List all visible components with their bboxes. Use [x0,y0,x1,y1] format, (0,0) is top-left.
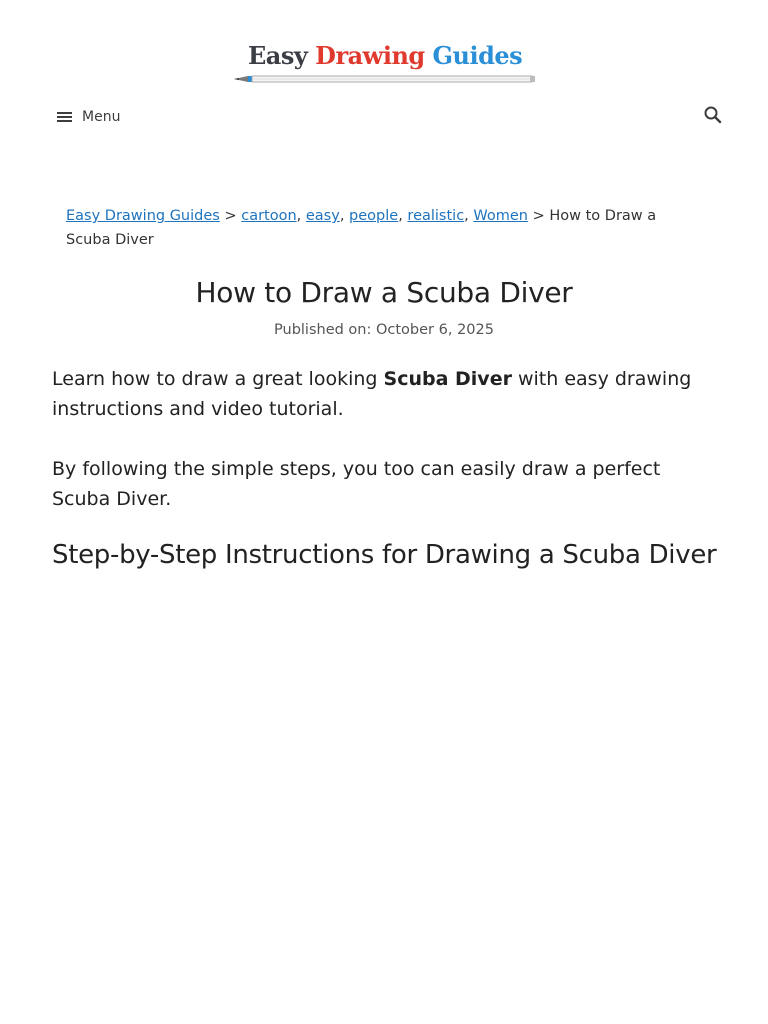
breadcrumb-comma: , [464,208,474,224]
section-heading: Step-by-Step Instructions for Drawing a Scuba Diver [52,540,717,570]
breadcrumb-comma: , [339,208,350,224]
logo-word-easy: Easy [248,41,308,70]
menu-toggle-button[interactable] [56,104,120,130]
search-button[interactable] [702,104,724,126]
intro-text-end: with easy drawing instructions and video tutorial. [52,368,692,420]
logo-word-drawing: Drawing [315,41,425,70]
breadcrumb-comma: , [296,208,306,224]
breadcrumb-category-people[interactable]: people [349,208,399,224]
menu-label: Menu [82,109,121,125]
breadcrumb-current: How to Draw a Scuba Diver [66,208,657,248]
logo-text [248,40,522,72]
breadcrumb-comma: , [398,208,408,224]
intro-text-start: Learn how to draw a great looking [52,368,384,390]
breadcrumb-home-link[interactable]: Easy Drawing Guides [66,208,220,224]
pencil-icon [234,74,536,84]
page-title: How to Draw a Scuba Diver [195,276,573,309]
second-paragraph: By following the simple steps, you too can easily draw a perfect Scuba Diver. [52,458,661,510]
intro-subject-bold: Scuba Diver [383,368,512,390]
breadcrumb-category-realistic[interactable]: realistic [407,208,465,224]
breadcrumb-category-easy[interactable]: easy [305,208,340,224]
search-icon [702,104,724,126]
breadcrumb-separator: > [528,208,550,224]
published-date: Published on: October 6, 2025 [274,322,494,338]
breadcrumb-category-women[interactable]: Women [473,208,528,224]
intro-paragraph [52,364,712,424]
breadcrumb [66,204,686,252]
breadcrumb-separator: > [219,208,242,224]
hamburger-icon [56,110,74,124]
logo-word-guides: Guides [432,41,523,70]
breadcrumb-category-cartoon[interactable]: cartoon [241,208,297,224]
site-logo[interactable] [234,38,536,88]
